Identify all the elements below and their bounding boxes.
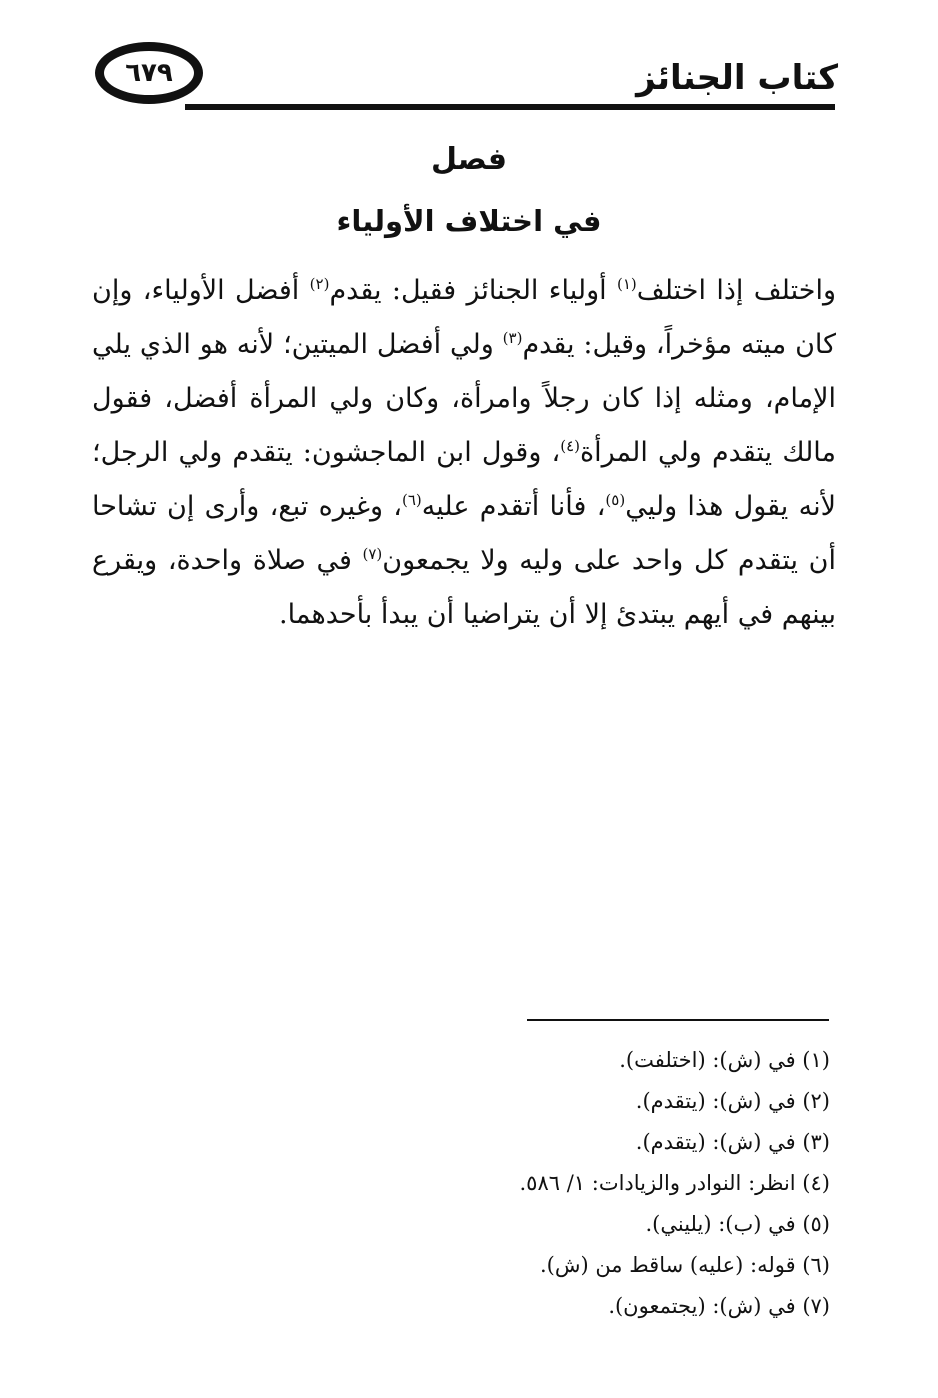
footnote-item: (٣) في (ش): (يتقدم). xyxy=(635,1130,830,1154)
page-number: ٦٧٩ xyxy=(125,58,173,88)
footnote-ref[interactable]: (٣) xyxy=(502,329,523,347)
body-segment: ، فأنا أتقدم عليه xyxy=(421,491,606,522)
footnote-ref[interactable]: (٦) xyxy=(401,491,422,509)
footnote-item: (١) في (ش): (اختلفت). xyxy=(619,1048,830,1072)
body-segment: ، وقول ابن الماجشون: يتقدم ولي الرجل؛ لأنه يقول هذا وليي xyxy=(92,437,836,522)
footnote-ref[interactable]: (٢) xyxy=(309,275,330,293)
footnote-item: (٦) قوله: (عليه) ساقط من (ش). xyxy=(539,1253,830,1277)
book-title: كتاب الجنائز xyxy=(636,58,838,98)
section-subheading: في اختلاف الأولياء xyxy=(336,204,602,238)
page-number-badge xyxy=(95,42,203,104)
body-segment: ولي أفضل الميتين؛ لأنه هو الذي يلي الإمام، ومثله إذا كان رجلاً وامرأة، وكان ولي المرأة أفضل، فقول مالك يتقدم ولي المرأة xyxy=(92,329,836,468)
footnote-item: (٢) في (ش): (يتقدم). xyxy=(635,1089,830,1113)
body-segment: ، وغيره تبع، وأرى إن تشاحا أن يتقدم كل واحد على وليه ولا يجمعون xyxy=(92,491,836,576)
header-rule xyxy=(185,104,835,110)
footnotes-list xyxy=(330,1040,830,1327)
footnote-item: (٥) في (ب): (يليني). xyxy=(645,1212,830,1236)
body-segment: في صلاة واحدة، ويقرع بينهم في أيهم يبتدئ إلا أن يتراضيا أن يبدأ بأحدهما. xyxy=(92,545,836,630)
footnote-item: (٤) انظر: النوادر والزيادات: ١/ ٥٨٦. xyxy=(519,1171,830,1195)
body-segment: واختلف إذا اختلف xyxy=(636,275,836,306)
section-heading: فصل xyxy=(431,142,507,177)
footnote-ref[interactable]: (١) xyxy=(616,275,637,293)
body-segment: أفضل الأولياء، وإن كان ميته مؤخراً، وقيل: يقدم xyxy=(92,275,836,360)
footnote-ref[interactable]: (٥) xyxy=(605,491,626,509)
footnote-ref[interactable]: (٤) xyxy=(560,437,581,455)
footnote-ref[interactable]: (٧) xyxy=(362,545,383,563)
footnote-separator xyxy=(527,1019,829,1021)
body-segment: أولياء الجنائز فقيل: يقدم xyxy=(329,275,617,306)
page-header xyxy=(0,0,938,130)
footnote-item: (٧) في (ش): (يجتمعون). xyxy=(608,1294,830,1318)
body-paragraph xyxy=(92,264,836,642)
